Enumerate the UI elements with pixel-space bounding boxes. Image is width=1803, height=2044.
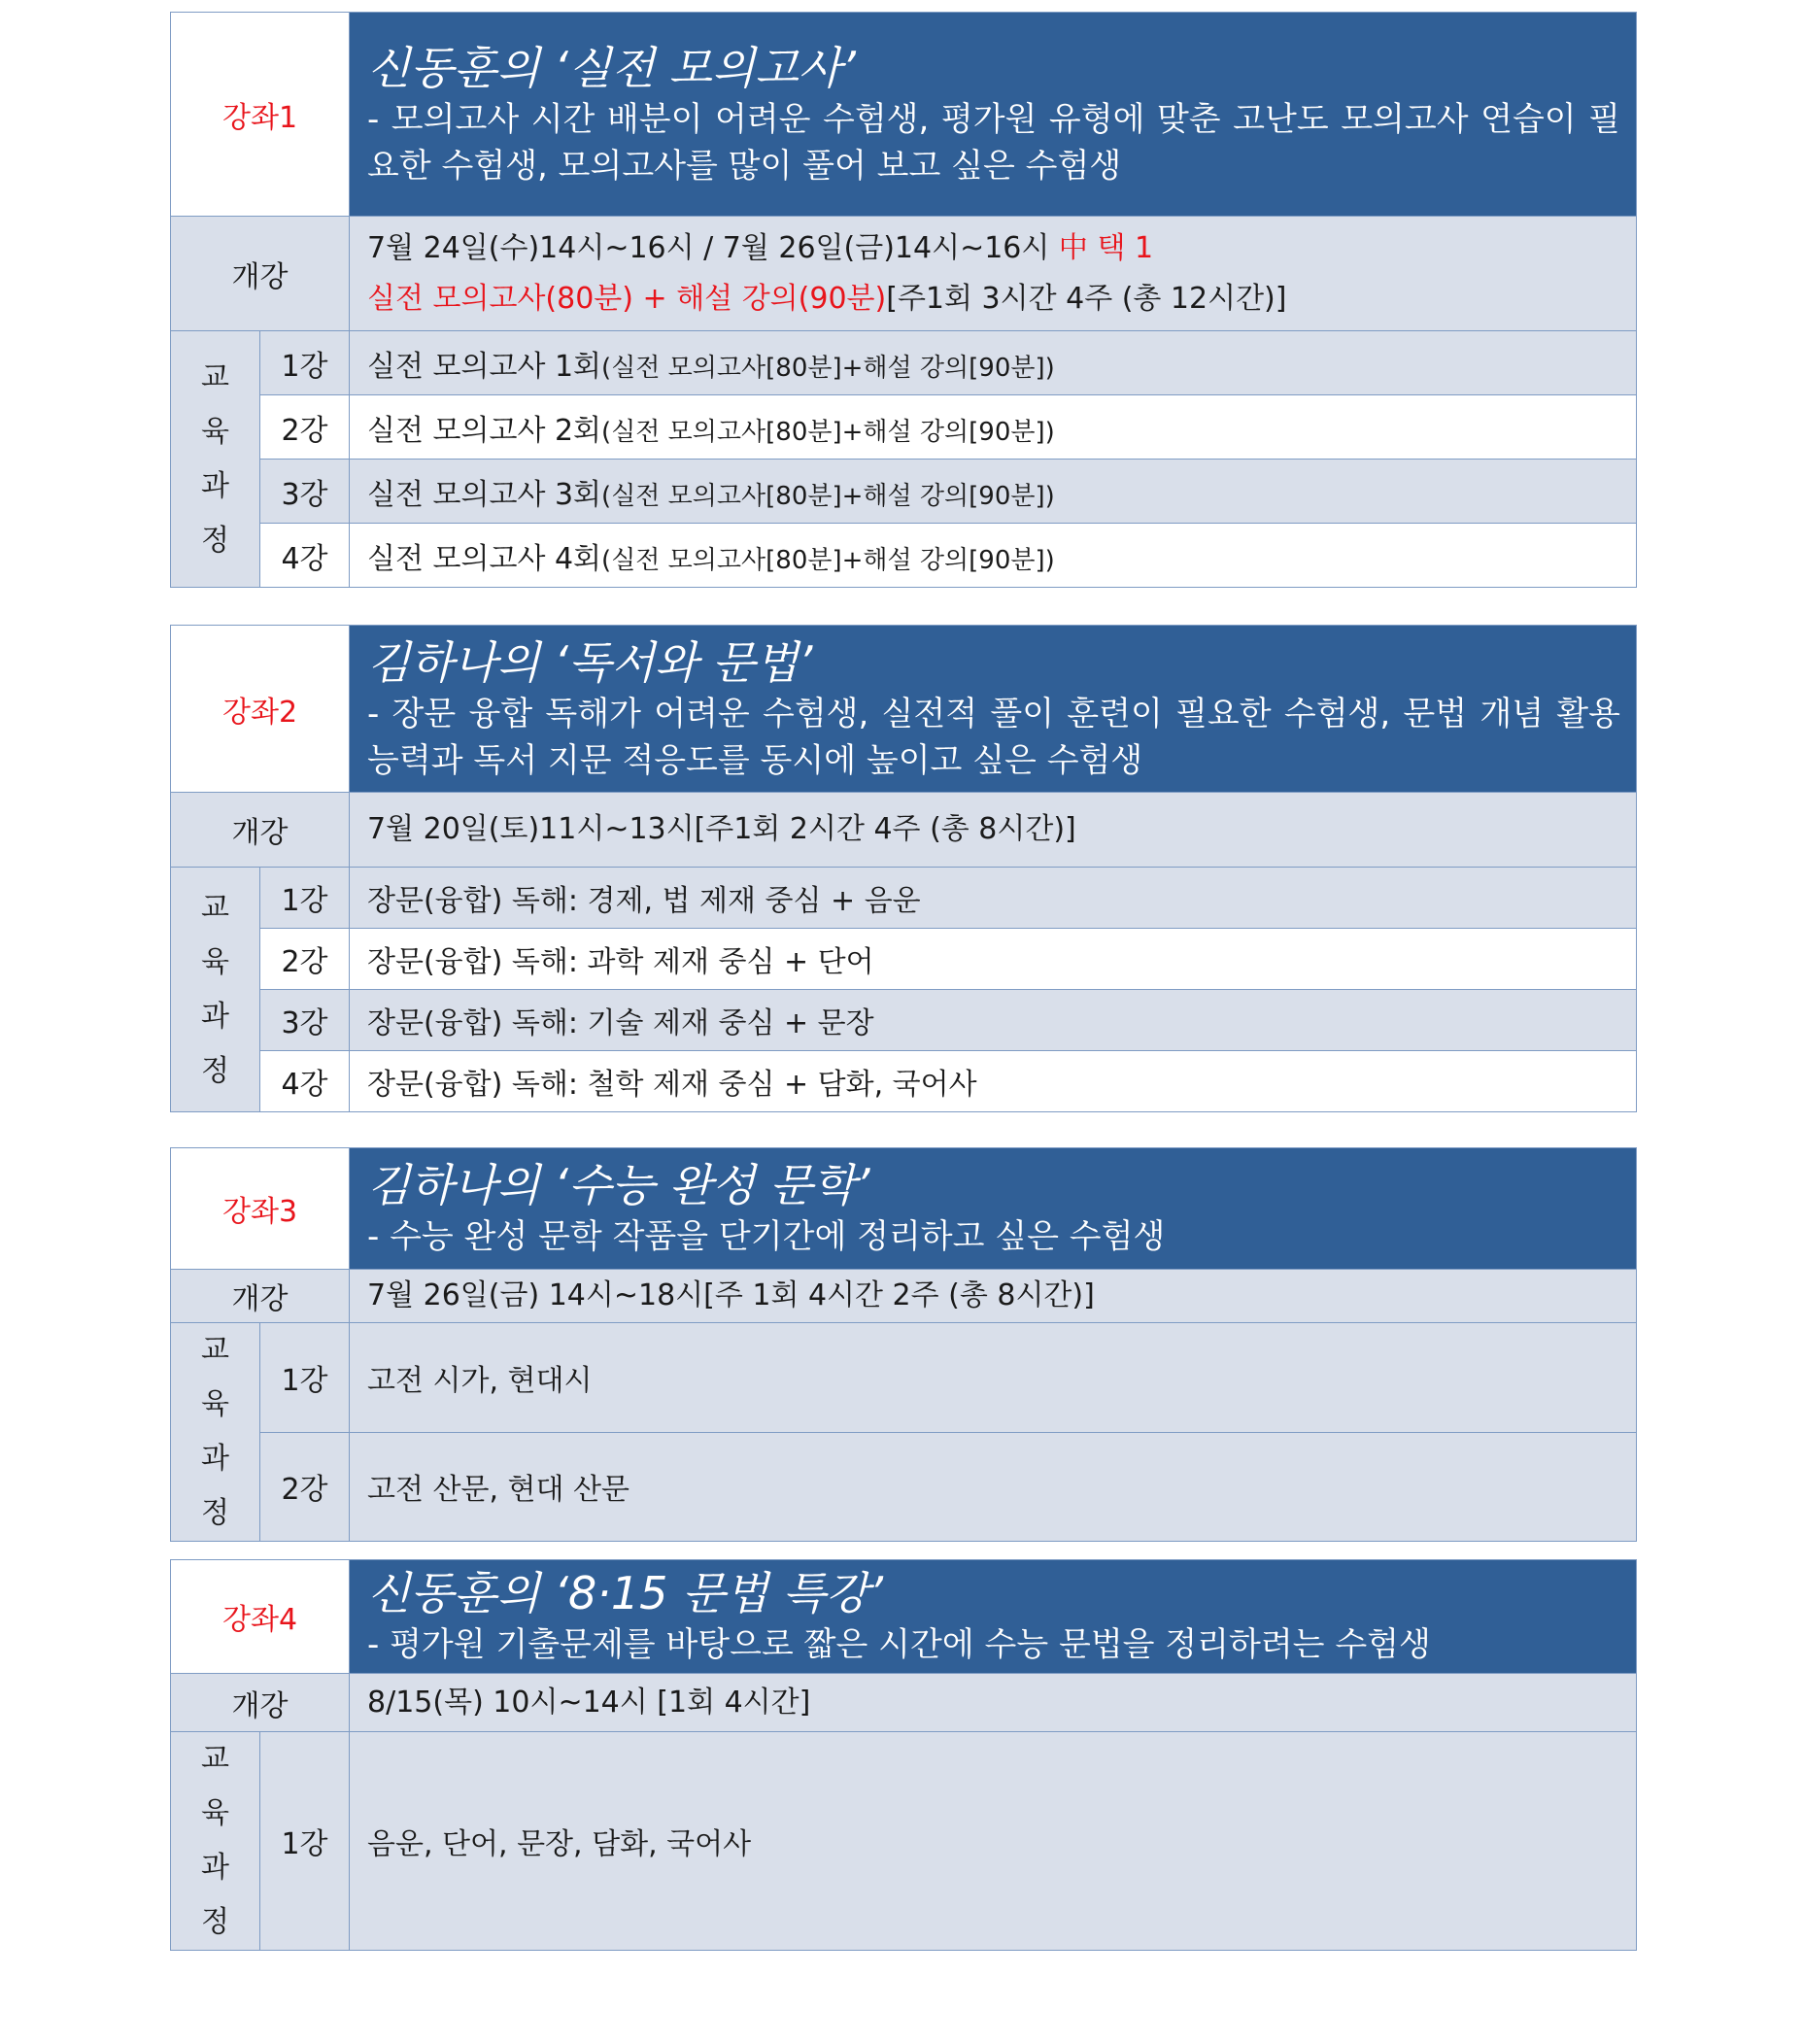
course-description: - 장문 융합 독해가 어려운 수험생, 실전적 풀이 훈련이 필요한 수험생, 문법 개념 활용 능력과 독서 지문 적응도를 동시에 높이고 싶은 수험생 — [367, 694, 1620, 780]
lecture-number: 3강 — [260, 990, 350, 1051]
curriculum-label: 교 육 과 정 — [171, 1323, 260, 1542]
lecture-title: 실전 모의고사 4회(실전 모의고사[80분]+해설 강의[90분]) — [350, 524, 1637, 588]
schedule-label: 개강 — [171, 217, 350, 331]
course-header — [350, 626, 1637, 793]
course-title: 김하나의 ‘독서와 문법’ — [367, 635, 813, 689]
lecture-number: 1강 — [260, 1323, 350, 1433]
course-label: 강좌3 — [171, 1148, 350, 1270]
course-label: 강좌2 — [171, 626, 350, 793]
curriculum-label: 교 육 과 정 — [171, 331, 260, 588]
schedule-duration: [주1회 3시간 4주 (총 12시간)] — [886, 281, 1287, 316]
lecture-title: 음운, 단어, 문장, 담화, 국어사 — [350, 1732, 1637, 1951]
lecture-title: 고전 산문, 현대 산문 — [350, 1432, 1637, 1542]
course-description: - 모의고사 시간 배분이 어려운 수험생, 평가원 유형에 맞춘 고난도 모의고사 연습이 필요한 수험생, 모의고사를 많이 풀어 보고 싶은 수험생 — [367, 99, 1620, 186]
lecture-title: 실전 모의고사 1회(실전 모의고사[80분]+해설 강의[90분]) — [350, 331, 1637, 395]
schedule-label: 개강 — [171, 793, 350, 868]
course-header — [350, 13, 1637, 217]
lecture-number: 2강 — [260, 1432, 350, 1542]
course-title: 신동훈의 ‘실전 모의고사’ — [367, 41, 856, 94]
schedule-info — [350, 217, 1637, 331]
course-label: 강좌4 — [171, 1560, 350, 1674]
lecture-title: 장문(융합) 독해: 과학 제재 중심 + 단어 — [350, 929, 1637, 990]
lecture-number: 2강 — [260, 395, 350, 460]
course-description: - 평가원 기출문제를 바탕으로 짧은 시간에 수능 문법을 정리하려는 수험생 — [367, 1625, 1431, 1664]
curriculum-label: 교 육 과 정 — [171, 868, 260, 1112]
course-4-table — [170, 1559, 1637, 1951]
lecture-title: 장문(융합) 독해: 기술 제재 중심 + 문장 — [350, 990, 1637, 1051]
course-1-table — [170, 12, 1637, 588]
lecture-number: 4강 — [260, 1051, 350, 1112]
course-header — [350, 1560, 1637, 1674]
schedule-choice: 中 택 1 — [1058, 230, 1154, 265]
course-label: 강좌1 — [171, 13, 350, 217]
lecture-number: 4강 — [260, 524, 350, 588]
lecture-number: 3강 — [260, 460, 350, 524]
lecture-title: 고전 시가, 현대시 — [350, 1323, 1637, 1433]
lecture-number: 1강 — [260, 1732, 350, 1951]
course-2-table — [170, 625, 1637, 1112]
schedule-info: 7월 26일(금) 14시~18시[주 1회 4시간 2주 (총 8시간)] — [350, 1270, 1637, 1323]
lecture-title: 장문(융합) 독해: 철학 제재 중심 + 담화, 국어사 — [350, 1051, 1637, 1112]
schedule-info: 7월 20일(토)11시~13시[주1회 2시간 4주 (총 8시간)] — [350, 793, 1637, 868]
lecture-number: 2강 — [260, 929, 350, 990]
lecture-number: 1강 — [260, 868, 350, 929]
schedule-label: 개강 — [171, 1674, 350, 1732]
lecture-number: 1강 — [260, 331, 350, 395]
course-description: - 수능 완성 문학 작품을 단기간에 정리하고 싶은 수험생 — [367, 1217, 1166, 1256]
schedule-format: 실전 모의고사(80분) + 해설 강의(90분) — [367, 281, 887, 316]
course-3-table — [170, 1147, 1637, 1542]
schedule-dates: 7월 24일(수)14시~16시 / 7월 26일(금)14시~16시 — [367, 230, 1059, 265]
course-header — [350, 1148, 1637, 1270]
schedule-info: 8/15(목) 10시~14시 [1회 4시간] — [350, 1674, 1637, 1732]
lecture-title: 실전 모의고사 2회(실전 모의고사[80분]+해설 강의[90분]) — [350, 395, 1637, 460]
lecture-title: 실전 모의고사 3회(실전 모의고사[80분]+해설 강의[90분]) — [350, 460, 1637, 524]
curriculum-label: 교 육 과 정 — [171, 1732, 260, 1951]
lecture-title: 장문(융합) 독해: 경제, 법 제재 중심 + 음운 — [350, 868, 1637, 929]
course-title: 김하나의 ‘수능 완성 문학’ — [367, 1159, 870, 1211]
schedule-label: 개강 — [171, 1270, 350, 1323]
course-title: 신동훈의 ‘8·15 문법 특강’ — [367, 1567, 884, 1619]
